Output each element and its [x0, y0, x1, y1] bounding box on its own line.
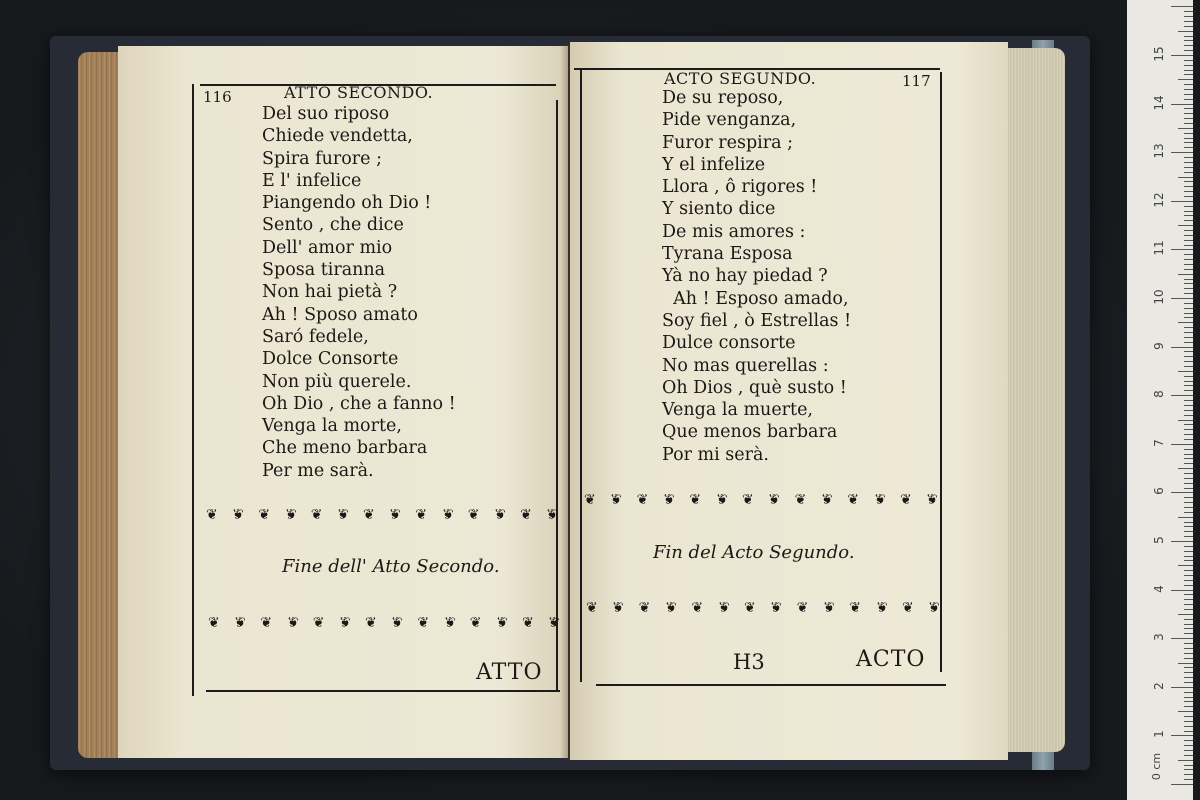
ruler-tick [1184, 40, 1193, 41]
ruler-number: 14 [1152, 94, 1166, 111]
ruler-tick [1184, 220, 1193, 221]
left-verse-line: Sento , che dice [262, 215, 404, 236]
right-ornament-lower [586, 600, 940, 616]
ruler-tick [1178, 128, 1193, 129]
ruler-tick [1178, 468, 1193, 469]
ruler-tick [1184, 113, 1193, 114]
ruler-tick [1171, 249, 1193, 250]
ruler-tick [1178, 225, 1193, 226]
ruler-tick [1178, 79, 1193, 80]
ruler-tick [1184, 254, 1193, 255]
ruler-tick [1184, 303, 1193, 304]
ruler-tick [1178, 274, 1193, 275]
ruler-tick [1184, 26, 1193, 27]
right-verse-block [662, 87, 851, 466]
fleuron-icon: ❦ [208, 615, 220, 631]
left-verse-line: Non più querele. [262, 371, 412, 392]
ruler-tick [1184, 293, 1193, 294]
ruler-tick [1184, 390, 1193, 391]
ruler-tick [1184, 575, 1193, 576]
ruler-tick [1184, 11, 1193, 12]
ruler-tick [1184, 769, 1193, 770]
right-verse-line: Y el infelize [662, 154, 766, 175]
ruler-tick [1184, 89, 1193, 90]
left-verse-line: Dolce Consorte [262, 349, 399, 370]
ruler-number: 3 [1152, 633, 1166, 642]
right-verse-line: Ah ! Esposo amado, [662, 288, 849, 309]
ruler-tick [1184, 551, 1193, 552]
fleuron-icon: ❦ [847, 492, 860, 508]
fleuron-icon: ❦ [901, 600, 914, 616]
left-verse-line: Non hai pietà ? [262, 282, 398, 303]
ruler-number: 12 [1152, 192, 1166, 208]
ruler-tick [1184, 147, 1193, 148]
ruler-number: 6 [1152, 487, 1166, 496]
ruler-tick [1171, 590, 1193, 591]
fleuron-icon: ❦ [586, 600, 598, 616]
right-verse-line: Llora , ô rigores ! [662, 177, 818, 198]
ruler-tick [1184, 604, 1193, 605]
ruler-number: 8 [1152, 390, 1166, 399]
fleuron-icon: ❦ [741, 492, 754, 508]
fleuron-icon: ❦ [899, 492, 912, 508]
fleuron-icon: ❦ [258, 507, 271, 523]
ruler-tick [1184, 356, 1193, 357]
ruler-tick [1178, 614, 1193, 615]
ruler-tick [1184, 313, 1193, 314]
ruler-tick [1184, 415, 1193, 416]
ruler-tick [1184, 235, 1193, 236]
fleuron-icon: ❦ [284, 507, 297, 523]
ruler-tick [1184, 21, 1193, 22]
ruler-tick [1184, 633, 1193, 634]
left-verse-line: Chiede vendetta, [262, 126, 413, 147]
ruler-tick [1184, 45, 1193, 46]
fleuron-icon: ❦ [415, 507, 428, 523]
right-frame-right [940, 72, 942, 672]
ruler-tick [1184, 755, 1193, 756]
right-end-note: Fin del Acto Segundo. [653, 542, 855, 563]
fleuron-icon: ❦ [522, 615, 534, 631]
fleuron-icon: ❦ [610, 492, 623, 508]
fleuron-icon: ❦ [336, 507, 349, 523]
ruler-tick [1184, 779, 1193, 780]
left-catchword: ATTO [476, 660, 543, 685]
ruler-tick [1184, 536, 1193, 537]
fleuron-icon: ❦ [638, 600, 651, 616]
ruler-tick [1178, 31, 1193, 32]
fleuron-icon: ❦ [796, 600, 809, 616]
right-verse-line: Soy fiel , ò Estrellas ! [662, 310, 852, 331]
ruler-tick [1184, 570, 1193, 571]
left-frame-bottom [206, 690, 560, 692]
ruler-tick [1184, 658, 1193, 659]
right-verse-line: Pide venganza, [662, 110, 797, 131]
right-verse-line: Que menos barbara [662, 422, 838, 443]
fleuron-icon: ❦ [715, 492, 728, 508]
ruler-tick [1184, 230, 1193, 231]
ruler-tick [1184, 99, 1193, 100]
right-signature-mark: H3 [733, 650, 765, 674]
left-verse-line: Ah ! Sposo amato [262, 304, 418, 325]
ruler-tick [1184, 162, 1193, 163]
ruler-tick [1184, 133, 1193, 134]
right-frame-left [580, 70, 582, 682]
measuring-ruler [1127, 0, 1193, 800]
ruler-tick [1184, 556, 1193, 557]
fleuron-icon: ❦ [365, 615, 377, 631]
ruler-tick [1171, 687, 1193, 688]
fleuron-icon: ❦ [493, 507, 506, 523]
ruler-tick [1184, 60, 1193, 61]
ruler-tick [1171, 298, 1193, 299]
ruler-tick [1184, 211, 1193, 212]
left-verse-line: Sposa tiranna [262, 260, 386, 281]
ruler-tick [1184, 215, 1193, 216]
ruler-tick [1184, 94, 1193, 95]
fleuron-icon: ❦ [443, 615, 456, 631]
fleuron-icon: ❦ [391, 615, 403, 631]
left-frame-right [556, 100, 558, 690]
ruler-tick [1184, 682, 1193, 683]
ruler-tick [1184, 473, 1193, 474]
fleuron-icon: ❦ [928, 600, 940, 616]
fleuron-icon: ❦ [691, 600, 704, 616]
ruler-tick [1184, 507, 1193, 508]
ruler-tick [1184, 16, 1193, 17]
ruler-tick [1184, 245, 1193, 246]
right-verse-line: De mis amores : [662, 221, 806, 242]
right-verse-line: Venga la muerte, [662, 400, 813, 421]
ruler-tick [1184, 308, 1193, 309]
ruler-tick [1184, 337, 1193, 338]
ruler-tick [1184, 628, 1193, 629]
ruler-tick [1171, 444, 1193, 445]
left-frame-left [192, 84, 194, 696]
left-page-number: 116 [203, 88, 232, 106]
left-verse-line: Saró fedele, [262, 326, 369, 347]
ruler-tick [1171, 55, 1193, 56]
ruler-tick [1184, 692, 1193, 693]
ruler-number: 11 [1152, 240, 1166, 257]
ruler-tick [1184, 142, 1193, 143]
ruler-tick [1184, 701, 1193, 702]
ruler-tick [1171, 735, 1193, 736]
ruler-tick [1184, 750, 1193, 751]
fleuron-icon: ❦ [820, 492, 833, 508]
ruler-tick [1184, 50, 1193, 51]
ruler-tick [1184, 157, 1193, 158]
left-verse-line: Del suo riposo [262, 104, 390, 124]
fleuron-icon: ❦ [389, 507, 401, 523]
right-verse-line: Tyrana Esposa [662, 244, 793, 265]
fleuron-icon: ❦ [495, 615, 508, 631]
ruler-tick [1184, 74, 1193, 75]
left-ornament-upper [206, 507, 558, 523]
ruler-tick [1184, 405, 1193, 406]
right-verse-line: Dulce consorte [662, 333, 796, 354]
ruler-tick [1184, 522, 1193, 523]
fleuron-icon: ❦ [520, 507, 532, 523]
fleuron-icon: ❦ [849, 600, 862, 616]
ruler-tick [1178, 371, 1193, 372]
fleuron-icon: ❦ [286, 615, 299, 631]
ruler-tick [1184, 376, 1193, 377]
fleuron-icon: ❦ [662, 492, 675, 508]
ruler-tick [1184, 439, 1193, 440]
ruler-tick [1184, 721, 1193, 722]
right-verse-line: Y siento dice [662, 199, 776, 220]
left-end-note: Fine dell' Atto Secondo. [282, 556, 500, 577]
ruler-number: 7 [1152, 438, 1166, 447]
left-ornament-lower [208, 615, 560, 631]
fleuron-icon: ❦ [822, 600, 835, 616]
ruler-number: 5 [1152, 536, 1166, 544]
fleuron-icon: ❦ [469, 615, 482, 631]
ruler-tick [1184, 84, 1193, 85]
left-verse-line: Piangendo oh Dio ! [262, 193, 432, 214]
right-frame-bottom [596, 684, 946, 686]
right-verse-line: Furor respira ; [662, 132, 794, 153]
left-verse-block [262, 103, 456, 482]
ruler-tick [1184, 206, 1193, 207]
ruler-tick [1184, 279, 1193, 280]
ruler-tick [1178, 663, 1193, 664]
ruler-tick [1184, 264, 1193, 265]
ruler-tick [1184, 478, 1193, 479]
ruler-tick [1184, 70, 1193, 71]
ruler-tick [1184, 449, 1193, 450]
ruler-tick [1184, 619, 1193, 620]
ruler-tick [1184, 745, 1193, 746]
fleuron-icon: ❦ [612, 600, 625, 616]
ruler-tick [1184, 167, 1193, 168]
ruler-tick [1184, 138, 1193, 139]
ruler-tick [1178, 760, 1193, 761]
fleuron-icon: ❦ [312, 615, 325, 631]
ruler-tick [1171, 638, 1193, 639]
ruler-number: 15 [1152, 46, 1166, 62]
ruler-tick [1184, 186, 1193, 187]
ruler-tick [1184, 585, 1193, 586]
ruler-tick [1171, 541, 1193, 542]
ruler-tick [1171, 6, 1193, 7]
ruler-tick [1184, 526, 1193, 527]
ruler-tick [1178, 322, 1193, 323]
ruler-tick [1184, 351, 1193, 352]
ruler-tick [1184, 731, 1193, 732]
ruler-tick [1184, 463, 1193, 464]
right-verse-line: No mas querellas : [662, 355, 829, 376]
ruler-tick [1184, 667, 1193, 668]
right-running-head: ACTO SEGUNDO. [664, 69, 817, 88]
ruler-number: 2 [1152, 681, 1166, 690]
fleuron-icon: ❦ [689, 492, 702, 508]
ruler-tick [1171, 201, 1193, 202]
ruler-tick [1184, 512, 1193, 513]
ruler-tick [1184, 546, 1193, 547]
ruler-tick [1184, 706, 1193, 707]
right-verse-line: Oh Dios , què susto ! [662, 377, 847, 398]
ruler-tick [1178, 517, 1193, 518]
left-verse-line: E l' infelice [262, 170, 362, 191]
right-verse-line: Yà no hay piedad ? [662, 266, 828, 287]
fleuron-icon: ❦ [664, 600, 677, 616]
fleuron-icon: ❦ [770, 600, 783, 616]
ruler-tick [1184, 400, 1193, 401]
ruler-tick [1184, 283, 1193, 284]
fleuron-icon: ❦ [417, 615, 430, 631]
fleuron-icon: ❦ [467, 507, 480, 523]
right-catchword: ACTO [856, 647, 926, 672]
fleuron-icon: ❦ [260, 615, 273, 631]
ruler-number: 4 [1152, 584, 1166, 593]
ruler-tick [1184, 240, 1193, 241]
ruler-tick [1184, 672, 1193, 673]
fleuron-icon: ❦ [234, 615, 246, 631]
ruler-tick [1184, 259, 1193, 260]
ruler-number: 9 [1152, 341, 1166, 350]
ruler-tick [1184, 774, 1193, 775]
ruler-tick [1184, 65, 1193, 66]
ruler-tick [1184, 502, 1193, 503]
right-verse-line: De su reposo, [662, 88, 784, 108]
ruler-tick [1184, 624, 1193, 625]
ruler-tick [1184, 765, 1193, 766]
fleuron-icon: ❦ [926, 492, 938, 508]
ruler-tick [1171, 104, 1193, 105]
ruler-tick [1184, 381, 1193, 382]
ruler-tick [1184, 643, 1193, 644]
ruler-tick [1184, 424, 1193, 425]
ruler-tick [1184, 697, 1193, 698]
ruler-tick [1184, 288, 1193, 289]
ruler-tick [1171, 784, 1193, 785]
ruler-number: 10 [1152, 289, 1166, 305]
fleuron-icon: ❦ [717, 600, 730, 616]
ruler-tick [1184, 648, 1193, 649]
ruler-unit-label: 0 cm [1150, 752, 1164, 781]
ruler-tick [1184, 118, 1193, 119]
ruler-tick [1184, 458, 1193, 459]
ruler-tick [1184, 740, 1193, 741]
ruler-tick [1184, 531, 1193, 532]
fleuron-icon: ❦ [232, 507, 244, 523]
ruler-tick [1184, 385, 1193, 386]
ruler-tick [1184, 599, 1193, 600]
ruler-tick [1171, 492, 1193, 493]
fleuron-icon: ❦ [636, 492, 649, 508]
fleuron-icon: ❦ [743, 600, 756, 616]
fleuron-icon: ❦ [363, 507, 375, 523]
ruler-tick [1184, 560, 1193, 561]
fleuron-icon: ❦ [546, 507, 558, 523]
left-verse-line: Per me sarà. [262, 460, 374, 481]
ruler-tick [1184, 361, 1193, 362]
page-edges-right [1005, 48, 1065, 752]
ruler-tick [1178, 565, 1193, 566]
ruler-tick [1184, 580, 1193, 581]
ruler-tick [1184, 36, 1193, 37]
ruler-number: 1 [1152, 730, 1166, 739]
fleuron-icon: ❦ [768, 492, 781, 508]
ruler-tick [1184, 434, 1193, 435]
left-verse-line: Venga la morte, [262, 416, 402, 437]
fleuron-icon: ❦ [875, 600, 888, 616]
ruler-tick [1171, 152, 1193, 153]
ruler-tick [1184, 429, 1193, 430]
ruler-tick [1184, 594, 1193, 595]
ruler-tick [1184, 483, 1193, 484]
fleuron-icon: ❦ [548, 615, 560, 631]
fleuron-icon: ❦ [441, 507, 454, 523]
ruler-tick [1184, 332, 1193, 333]
fleuron-icon: ❦ [206, 507, 218, 523]
fleuron-icon: ❦ [584, 492, 596, 508]
ruler-tick [1184, 123, 1193, 124]
left-running-head: ATTO SECONDO. [284, 83, 434, 102]
ruler-tick [1178, 711, 1193, 712]
right-ornament-upper [584, 492, 938, 508]
left-verse-line: Oh Dio , che a fanno ! [262, 393, 456, 414]
ruler-tick [1184, 609, 1193, 610]
fleuron-icon: ❦ [794, 492, 807, 508]
ruler-tick [1184, 366, 1193, 367]
ruler-tick [1184, 191, 1193, 192]
right-page-number: 117 [902, 72, 931, 90]
ruler-tick [1184, 716, 1193, 717]
ruler-tick [1184, 196, 1193, 197]
right-verse-line: Por mi serà. [662, 444, 769, 465]
ruler-tick [1184, 677, 1193, 678]
ruler-tick [1184, 488, 1193, 489]
fleuron-icon: ❦ [338, 615, 351, 631]
ruler-tick [1184, 653, 1193, 654]
left-verse-line: Spira furore ; [262, 148, 382, 169]
ruler-tick [1184, 317, 1193, 318]
ruler-tick [1184, 269, 1193, 270]
ruler-tick [1171, 395, 1193, 396]
ruler-tick [1184, 410, 1193, 411]
fleuron-icon: ❦ [873, 492, 886, 508]
ruler-tick [1178, 177, 1193, 178]
ruler-tick [1184, 108, 1193, 109]
ruler-tick [1178, 420, 1193, 421]
ruler-tick [1184, 497, 1193, 498]
fleuron-icon: ❦ [310, 507, 323, 523]
ruler-tick [1184, 181, 1193, 182]
left-verse-line: Che meno barbara [262, 438, 428, 459]
ruler-tick [1171, 347, 1193, 348]
ruler-tick [1184, 454, 1193, 455]
ruler-tick [1184, 327, 1193, 328]
ruler-tick [1184, 172, 1193, 173]
ruler-tick [1184, 342, 1193, 343]
ruler-number: 13 [1152, 143, 1166, 159]
ruler-tick [1184, 726, 1193, 727]
left-verse-line: Dell' amor mio [262, 237, 393, 258]
